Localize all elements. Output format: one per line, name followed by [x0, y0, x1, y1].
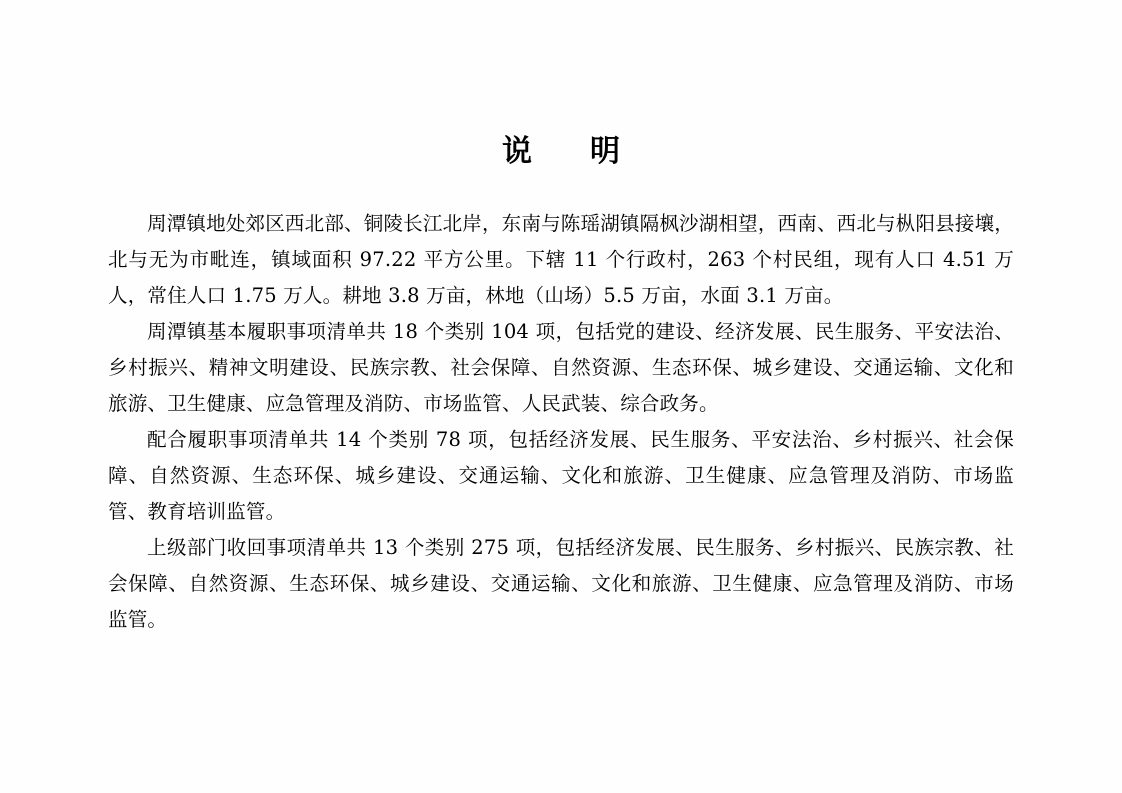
paragraph-recalled-items-list: 上级部门收回事项清单共 13 个类别 275 项，包括经济发展、民生服务、乡村振兴、民族宗教、社会保障、自然资源、生态环保、城乡建设、交通运输、文化和旅游、卫生健康、应急管理及消防、市场监管。 — [108, 536, 1014, 631]
paragraph-supporting-duties-list: 配合履职事项清单共 14 个类别 78 项，包括经济发展、民生服务、平安法治、乡村振兴、社会保障、自然资源、生态环保、城乡建设、交通运输、文化和旅游、卫生健康、应急管理及消防、市场监管、教育培训监管。 — [108, 428, 1014, 523]
document-body — [108, 206, 1014, 638]
paragraph-overview: 周潭镇地处郊区西北部、铜陵长江北岸，东南与陈瑶湖镇隔枫沙湖相望，西南、西北与枞阳县接壤，北与无为市毗连，镇域面积 97.22 平方公里。下辖 11 个行政村，263 个村民组，现有人口 4.51 万人，常住人口 1.75 万人。耕地 3.8 万亩，林地（山场）5.5 万亩，水面 3.1 万亩。 — [108, 212, 1014, 307]
paragraph-basic-duties-list: 周潭镇基本履职事项清单共 18 个类别 104 项，包括党的建设、经济发展、民生服务、平安法治、乡村振兴、精神文明建设、民族宗教、社会保障、自然资源、生态环保、城乡建设、交通运输、文化和旅游、卫生健康、应急管理及消防、市场监管、人民武装、综合政务。 — [108, 320, 1014, 415]
page-title: 说 明 — [502, 134, 634, 169]
